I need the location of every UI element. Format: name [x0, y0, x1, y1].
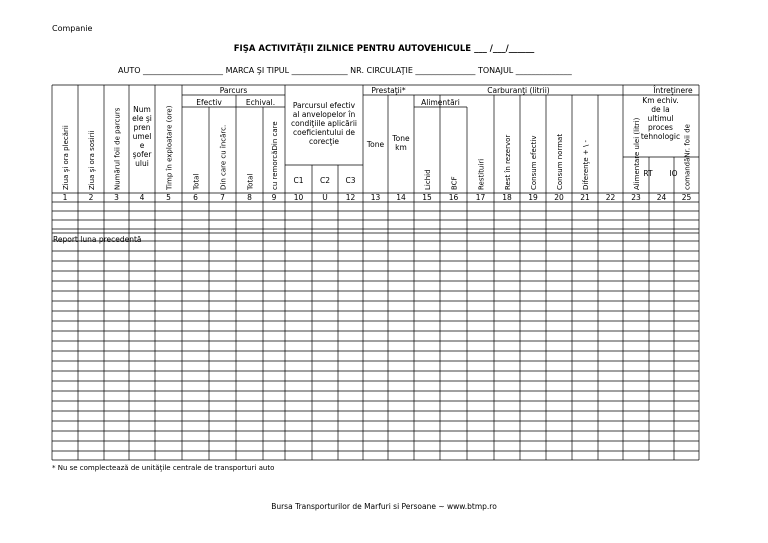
- column-header-nume: umel: [132, 132, 152, 141]
- column-header-vertical: Din care cu încărc.: [219, 124, 228, 190]
- column-header-nume: e: [139, 141, 145, 150]
- column-header-km-echiv: ultimul: [647, 114, 674, 123]
- group-header-prestatii: Prestaţii*: [371, 86, 406, 95]
- column-header-vertical: Timp în exploatare (ore): [165, 105, 174, 190]
- group-header-echival: Echival.: [245, 98, 276, 107]
- column-header-vertical: Consum efectiv: [530, 135, 538, 190]
- group-header-carburanti: Carburanţi (litrii): [487, 86, 550, 95]
- column-number: 20: [554, 193, 564, 202]
- column-header-vertical: Numărul foii de parcurs: [113, 107, 122, 190]
- column-number: 1: [62, 193, 68, 202]
- column-number: 22: [605, 193, 616, 202]
- column-header-vertical: Total: [192, 173, 201, 190]
- form-title: FIŞA ACTIVITĂŢII ZILNICE PENTRU AUTOVEHICULE ___ /___/______: [233, 44, 535, 54]
- column-header-vertical: Consum normat: [556, 133, 564, 190]
- column-number: 24: [656, 193, 667, 202]
- column-number: 2: [88, 193, 94, 202]
- column-number: 6: [193, 193, 198, 202]
- column-number: 5: [166, 193, 171, 202]
- vehicle-fields-line: AUTO ____________________ MARCA ŞI TIPUL ______________ NR. CIRCULAŢIE _______________ TONAJUL ______________: [118, 66, 572, 75]
- column-number: 16: [448, 193, 459, 202]
- column-number: 19: [528, 193, 538, 202]
- column-header-km-echiv: proces: [648, 123, 673, 132]
- column-header-tone-km: km: [395, 143, 407, 152]
- column-number: 25: [681, 193, 692, 202]
- column-number: 18: [502, 193, 512, 202]
- group-header-efectiv: Efectiv: [196, 98, 222, 107]
- column-header-vertical: Ziua şi ora sosirii: [88, 130, 96, 190]
- column-number: 14: [396, 193, 406, 202]
- column-header-vertical: Lichid: [424, 169, 432, 190]
- column-header-km-echiv: Km echiv.: [642, 96, 679, 105]
- column-header-vertical: comandăNr. foii de: [683, 124, 692, 190]
- report-previous-month-label: Report luna precedentă: [53, 235, 142, 244]
- group-header-intretinere: Întreţinere: [653, 86, 693, 95]
- column-header-vertical: BCF: [450, 176, 459, 190]
- column-header-tone: Tone: [366, 140, 385, 149]
- column-header-vertical: Total: [246, 173, 255, 190]
- column-number: 23: [631, 193, 641, 202]
- column-header-tone-km: Tone: [392, 134, 410, 143]
- column-header-anvelope: coeficientului de: [293, 128, 355, 137]
- column-header-c1: C1: [293, 176, 304, 185]
- column-header-io: IO: [669, 169, 678, 178]
- group-header-alimentari: Alimentări: [421, 98, 460, 107]
- group-header-parcurs: Parcurs: [219, 86, 248, 95]
- column-header-nume: pren: [133, 123, 151, 132]
- column-header-nume: Num: [133, 105, 151, 114]
- column-header-vertical: Restituiri: [477, 158, 486, 190]
- company-label: Companie: [52, 24, 93, 33]
- column-number: 13: [370, 193, 381, 202]
- column-number: 10: [293, 193, 304, 202]
- column-header-km-echiv: de la: [651, 105, 670, 114]
- column-header-vertical: Diferenţe + \ -: [582, 139, 590, 190]
- column-number: 7: [220, 193, 225, 202]
- column-number: 4: [139, 193, 145, 202]
- column-header-anvelope: al anvelopelor în: [292, 110, 356, 119]
- column-header-nume: şofer: [132, 150, 152, 159]
- column-number: 3: [114, 193, 119, 202]
- column-number: 12: [345, 193, 356, 202]
- column-number: 9: [271, 193, 277, 202]
- column-number: 15: [422, 193, 432, 202]
- column-header-anvelope: condiţiile aplicării: [291, 119, 357, 128]
- column-number: 21: [580, 193, 590, 202]
- column-header-vertical: Alimentare ulei (litri): [633, 117, 641, 190]
- footnote: * Nu se complectează de unităţile centrale de transporturi auto: [52, 464, 275, 472]
- column-header-rt: RT: [643, 169, 653, 178]
- column-header-nume: ele şi: [132, 114, 152, 123]
- column-number: 8: [247, 193, 252, 202]
- column-number: U: [322, 193, 328, 202]
- column-header-nume: ului: [135, 159, 149, 168]
- column-number: 17: [475, 193, 486, 202]
- column-header-anvelope: corecţie: [308, 137, 340, 146]
- column-header-anvelope: Parcursul efectiv: [292, 101, 356, 110]
- column-header-c2: C2: [319, 176, 331, 185]
- column-header-vertical: Ziua şi ora plecării: [62, 125, 70, 190]
- column-header-c3: C3: [345, 176, 356, 185]
- column-header-vertical: Rest în rezervor: [504, 134, 512, 190]
- column-header-km-echiv: tehnologic: [640, 132, 681, 141]
- footer-credit: Bursa Transporturilor de Marfuri si Persoane ~ www.btmp.ro: [271, 502, 497, 511]
- column-header-vertical: cu remorcăDin care: [271, 121, 279, 190]
